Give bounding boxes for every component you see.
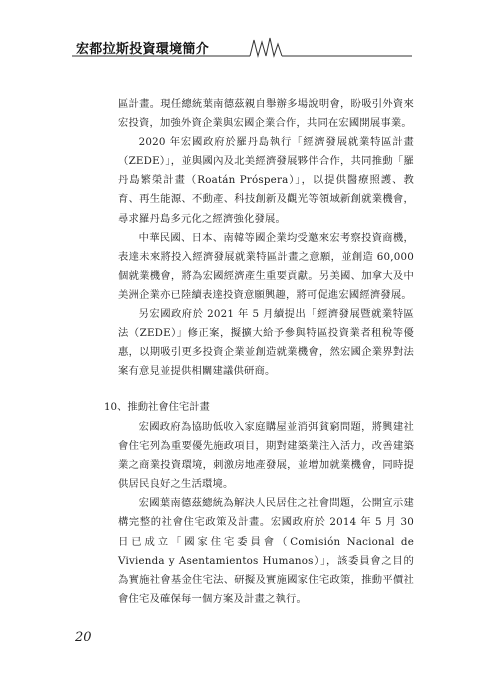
- paragraph: 2020 年宏國政府於羅丹島執行「經濟發展就業特區計畫（ZEDE）」，並與國內及北美經濟發展夥伴合作，共同推動「羅丹島繁榮計畫（Roatán Próspera）」，以提供醫療照護、教育、再生能源、不動產、科技創新及觀光等領域新創就業機會，尋求羅丹島多元化之經濟強化發展。: [118, 136, 414, 225]
- paragraph: 中華民國、日本、南韓等國企業均受邀來宏考察投資商機，表達未來將投入經濟發展就業特區計畫之意願，並創造 60,000 個就業機會，將為宏國經濟產生重要貢獻。另美國、加拿大及中美洲企業亦已陸續表達投資意願興趣，將可促進宏國經濟發展。: [118, 231, 414, 301]
- running-header-title: 宏都拉斯投資環境簡介: [76, 42, 210, 57]
- body-text-block-2: [118, 418, 414, 609]
- paragraph: 宏國葉南德茲總統為解決人民居住之社會問題，公開宣示建構完整的社會住宅政策及計畫。宏國政府於 2014 年 5 月 30 日已成立「國家住宅委員會（Comisión Nacional de Vivienda y Asentamientos Humanos）」，該委員會之目的為實施社會基金住宅法、研擬及實施國家住宅政策，推動平價社會住宅及確保每一個方案及計畫之執行。: [118, 497, 414, 605]
- section-heading: 10、推動社會住宅計畫: [104, 401, 210, 413]
- body-text-block: [118, 95, 414, 381]
- paragraph: 另宏國政府於 2021 年 5 月續提出「經濟發展暨就業特區法（ZEDE）」修正案，擬擴大給予參與特區投資業者租稅等優惠，以期吸引更多投資企業並創造就業機會，然宏國企業界對法案有意見並提供相關建議供研商。: [118, 308, 414, 378]
- paragraph: 區計畫。現任總統葉南德茲親自舉辦多場說明會，盼吸引外資來宏投資，加強外資企業與宏國企業合作，共同在宏國開展事業。: [118, 98, 414, 130]
- header-wave-line-icon: [0, 30, 480, 60]
- paragraph: 宏國政府為協助低收入家庭購屋並消弭貧窮問題，將興建社會住宅列為重要優先施政項目，期對建築業注入活力，改善建築業之商業投資環境，刺激房地產發展，並增加就業機會，同時提供居民良好之生活環境。: [118, 421, 414, 491]
- page-number: 20: [75, 630, 92, 645]
